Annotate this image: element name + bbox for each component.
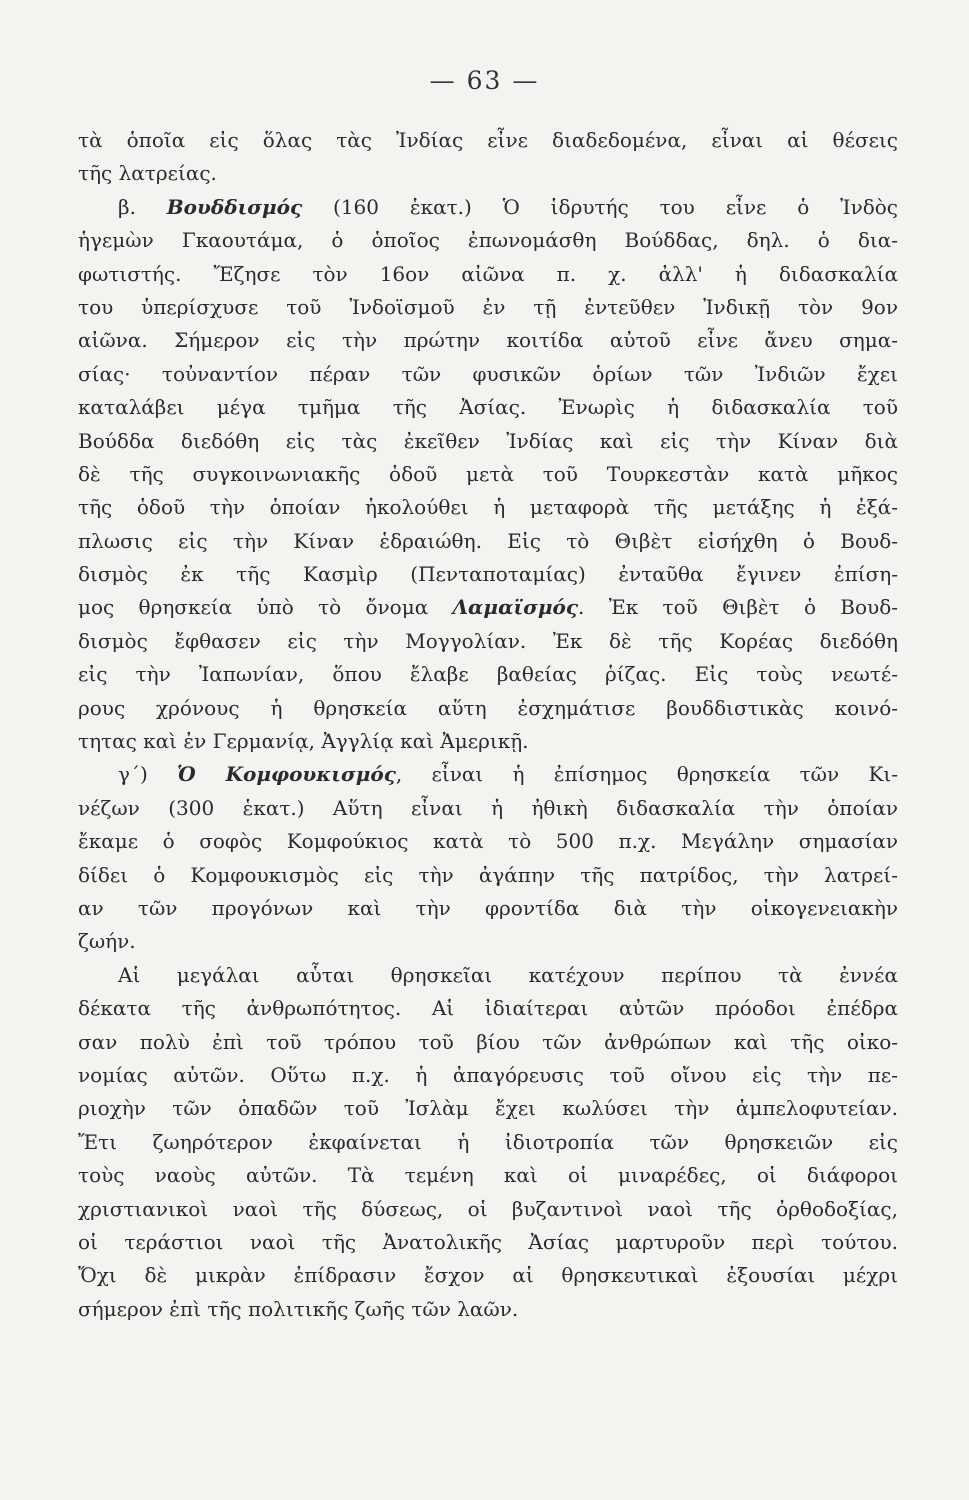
text-line: καταλάβει μέγα τμῆμα τῆς Ἀσίας. Ἐνωρὶς ἡ διδασκαλία τοῦ [78, 395, 898, 420]
text-line: ἔκαμε ὁ σοφὸς Κομφούκιος κατὰ τὸ 500 π.χ. Μεγάλην σημασίαν [78, 829, 898, 854]
text-line-section-heading-buddhism: β. Βουδδισμός (160 ἑκατ.) Ὁ ἱδρυτής του εἶνε ὁ Ἰνδὸς [118, 194, 899, 219]
text-line: νομίας αὐτῶν. Οὕτω π.χ. ἡ ἀπαγόρευσις τοῦ οἴνου εἰς τὴν πε- [78, 1062, 898, 1087]
text-line: αἰῶνα. Σήμερον εἰς τὴν πρώτην κοιτίδα αὐτοῦ εἶνε ἄνευ σημα- [78, 328, 898, 353]
text-line: σήμερον ἐπὶ τῆς πολιτικῆς ζωῆς τῶν λαῶν. [78, 1296, 519, 1321]
text-line: τῆς ὁδοῦ τὴν ὁποίαν ἠκολούθει ἡ μεταφορὰ τῆς μετάξης ἡ ἐξά- [78, 495, 898, 520]
text-line: σαν πολὺ ἐπὶ τοῦ τρόπου τοῦ βίου τῶν ἀνθρώπων καὶ τῆς οἰκο- [78, 1029, 898, 1054]
text-line: τὰ ὁποῖα εἰς ὅλας τὰς Ἰνδίας εἶνε διαδεδομένα, εἶναι αἱ θέσεις [78, 128, 898, 152]
text-line-section-heading-confucianism: γ΄) Ὁ Κομφουκισμός, εἶναι ἡ ἐπίσημος θρησκεία τῶν Κι- [118, 762, 898, 787]
text-line: μος θρησκεία ὑπὸ τὸ ὄνομα Λαμαϊσμός. Ἐκ τοῦ Θιβὲτ ὁ Βουδ- [78, 595, 898, 620]
text-line: τοὺς ναοὺς αὐτῶν. Τὰ τεμένη καὶ οἱ μιναρέδες, οἱ διάφοροι [78, 1163, 898, 1188]
body-text [78, 124, 898, 1326]
text-line: τῆς λατρείας. [78, 161, 217, 186]
emphasized-term: Λαμαϊσμός [452, 595, 579, 620]
text-line: Ὄχι δὲ μικρὰν ἐπίδρασιν ἔσχον αἱ θρησκευτικαὶ ἐξουσίαι μέχρι [78, 1263, 898, 1288]
text-line: Βούδδα διεδόθη εἰς τὰς ἐκεῖθεν Ἰνδίας καὶ εἰς τὴν Κίναν διὰ [78, 428, 898, 453]
text-line: ἡγεμὼν Γκαουτάμα, ὁ ὁποῖος ἐπωνομάσθη Βούδδας, δηλ. ὁ δια- [78, 228, 898, 253]
text-line: ρους χρόνους ἡ θρησκεία αὕτη ἐσχημάτισε βουδδιστικὰς κοινό- [78, 695, 898, 720]
emphasized-term: Βουδδισμός [166, 194, 303, 219]
text-line: αν τῶν προγόνων καὶ τὴν φροντίδα διὰ τὴν οἰκογενειακὴν [78, 895, 898, 920]
text-line: δέκατα τῆς ἀνθρωπότητος. Αἱ ἰδιαίτεραι αὐτῶν πρόοδοι ἐπέδρα [78, 996, 898, 1021]
text-line: ριοχὴν τῶν ὀπαδῶν τοῦ Ἰσλὰμ ἔχει κωλύσει τὴν ἀμπελοφυτείαν. [78, 1096, 898, 1121]
emphasized-term: Ὁ Κομφουκισμός [177, 762, 396, 787]
text-line: δισμὸς ἐκ τῆς Κασμὶρ (Πενταποταμίας) ἐνταῦθα ἔγινεν ἐπίση- [78, 562, 898, 587]
text-line: σίας· τοὐναντίον πέραν τῶν φυσικῶν ὁρίων τῶν Ἰνδιῶν ἔχει [78, 361, 898, 386]
text-line: πλωσις εἰς τὴν Κίναν ἑδραιώθη. Εἰς τὸ Θιβὲτ εἰσήχθη ὁ Βουδ- [78, 528, 898, 553]
text-line: ζωήν. [78, 929, 136, 954]
text-line: Ἔτι ζωηρότερον ἐκφαίνεται ἡ ἰδιοτροπία τῶν θρησκειῶν εἰς [78, 1129, 898, 1154]
text-line: εἰς τὴν Ἰαπωνίαν, ὅπου ἔλαβε βαθείας ῥίζας. Εἰς τοὺς νεωτέ- [78, 662, 898, 687]
text-line-paragraph-start: Αἱ μεγάλαι αὗται θρησκεῖαι κατέχουν περίπου τὰ ἐννέα [118, 962, 898, 987]
page-number: — 63 — [429, 66, 540, 95]
text-line: χριστιανικοὶ ναοὶ τῆς δύσεως, οἱ βυζαντινοὶ ναοὶ τῆς ὀρθοδοξίας, [78, 1196, 898, 1221]
text-line: νέζων (300 ἑκατ.) Αὕτη εἶναι ἡ ἠθικὴ διδασκαλία τὴν ὁποίαν [78, 795, 898, 820]
text-line: τητας καὶ ἐν Γερμανίᾳ, Ἀγγλίᾳ καὶ Ἀμερικῇ. [78, 729, 529, 754]
text-line: δὲ τῆς συγκοινωνιακῆς ὁδοῦ μετὰ τοῦ Τουρκεστὰν κατὰ μῆκος [78, 461, 898, 486]
text-line: φωτιστής. Ἔζησε τὸν 16ον αἰῶνα π. χ. ἀλλ' ἡ διδασκαλία [78, 261, 898, 286]
text-line: δισμὸς ἔφθασεν εἰς τὴν Μογγολίαν. Ἐκ δὲ τῆς Κορέας διεδόθη [78, 628, 898, 653]
text-line: οἱ τεράστιοι ναοὶ τῆς Ἀνατολικῆς Ἀσίας μαρτυροῦν περὶ τούτου. [78, 1229, 898, 1254]
text-line: του ὑπερίσχυσε τοῦ Ἰνδοϊσμοῦ ἐν τῇ ἐντεῦθεν Ἰνδικῇ τὸν 9ον [78, 294, 898, 319]
text-line: δίδει ὁ Κομφουκισμὸς εἰς τὴν ἀγάπην τῆς πατρίδος, τὴν λατρεί- [78, 862, 898, 887]
